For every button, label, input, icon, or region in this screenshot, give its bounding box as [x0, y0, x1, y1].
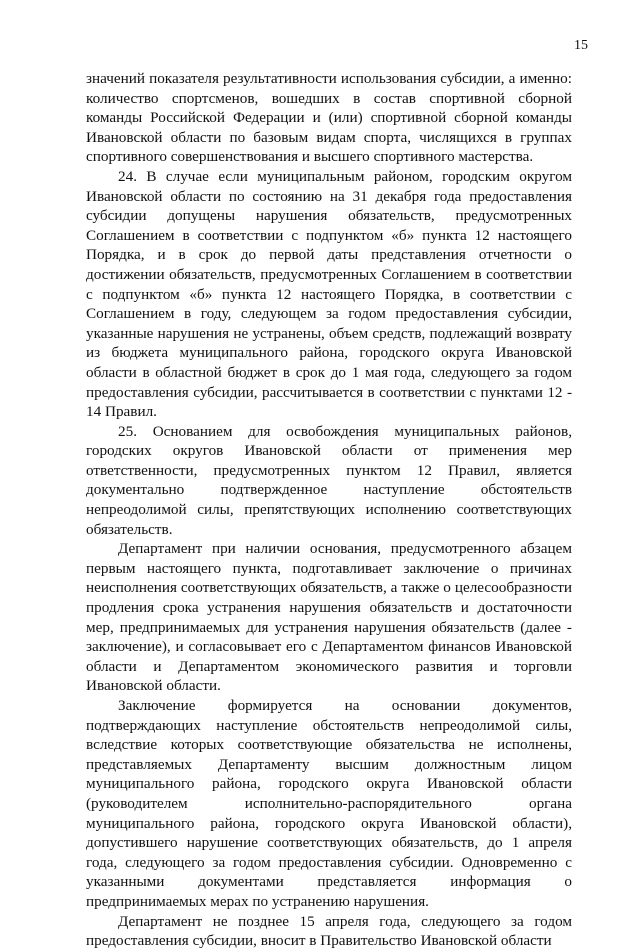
- paragraph-department-conclusion: Департамент при наличии основания, предусмотренного абзацем первым настоящего пункта, подготавливает заключение о причинах неисполнения соответствующих обязательств, а также о целесообразности продления срока устранения нарушения обязательств и достаточности мер, предпринимаемых для устранения нарушения обязательств (далее - заключение), и согласовывает его с Департаментом финансов Ивановской области и Департаментом экономического развития и торговли Ивановской области.: [86, 540, 572, 695]
- paragraph-conclusion-formation: Заключение формируется на основании документов, подтверждающих наступление обстоятельств непреодолимой силы, вследствие которых соответствующие обязательства не исполнены, представляемых Департаменту высшим должностным лицом муниципального района, городского округа Ивановской области (руководителем исполнительно-распорядительного органа муниципального района, городского округа Ивановской области), допустившего нарушение соответствующих обязательств, до 1 апреля года, следующего за годом предоставления субсидии. Одновременно с указанными документами представляется информация о предпринимаемых мерах по устранению нарушения.: [86, 697, 572, 910]
- document-body: [86, 69, 572, 951]
- page-number: 15: [574, 38, 588, 53]
- paragraph-continuation: значений показателя результативности использования субсидии, а именно: количество спортсменов, вошедших в состав спортивной сборной команды Российской Федерации и (или) спортивной сборной команды Ивановской области по базовым видам спорта, числящихся в группах спортивного совершенствования и высшего спортивного мастерства.: [86, 70, 572, 166]
- paragraph-item-24: 24. В случае если муниципальным районом, городским округом Ивановской области по состоянию на 31 декабря года предоставления субсидии допущены нарушения обязательств, предусмотренных Соглашением в соответствии с подпунктом «б» пункта 12 настоящего Порядка, и в срок до первой даты представления отчетности о достижении обязательств, предусмотренных Соглашением в соответствии с подпунктом «б» пункта 12 настоящего Порядка, в соответствии с Соглашением в году, следующем за годом предоставления субсидии, указанные нарушения не устранены, объем средств, подлежащий возврату из бюджета муниципального района, городского округа Ивановской области в областной бюджет в срок до 1 мая года, следующего за годом предоставления субсидии, рассчитывается в соответствии с пунктами 12 - 14 Правил.: [86, 167, 572, 421]
- paragraph-department-deadline: Департамент не позднее 15 апреля года, следующего за годом предоставления субсидии, вносит в Правительство Ивановской области: [86, 912, 572, 950]
- paragraph-item-25: 25. Основанием для освобождения муниципальных районов, городских округов Ивановской области от применения мер ответственности, предусмотренных пунктом 12 Правил, является документально подтвержденное наступление обстоятельств непреодолимой силы, препятствующих исполнению соответствующих обязательств.: [86, 422, 572, 538]
